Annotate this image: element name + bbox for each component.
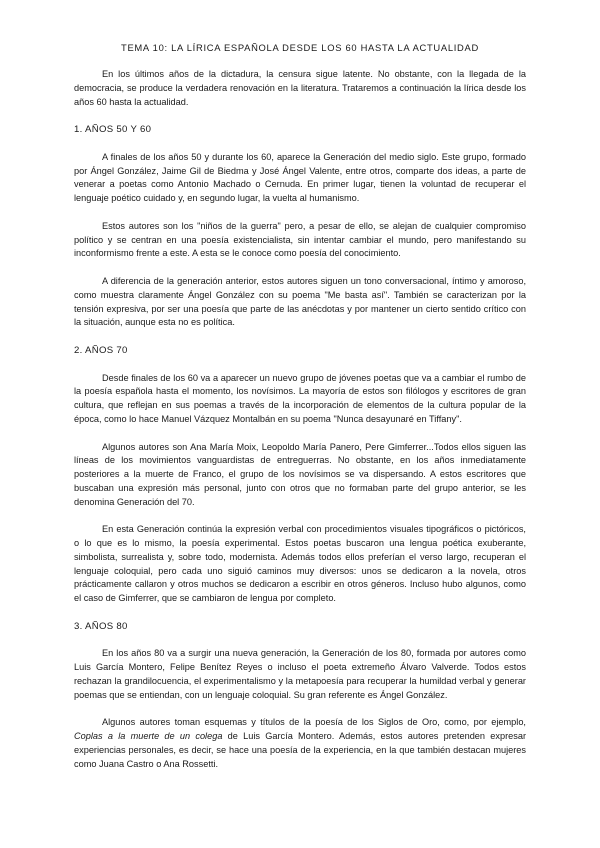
section-heading-80: 3. AÑOS 80: [74, 620, 128, 632]
document-body: [74, 68, 526, 785]
paragraph: [74, 716, 526, 771]
paragraph: Algunos autores son Ana María Moix, Leopoldo María Panero, Pere Gimferrer...Todos ellos siguen las líneas de los movimientos vanguardistas de entreguerras. No obstante, en los años inmediatamente posteriores a la muerte de Franco, el grupo de los novísimos se va dispersando. A estos escritores que buscaban una expresión más personal, junto con otros que no formaban parte del grupo anterior, se les denomina Generación del 70.: [74, 441, 526, 507]
intro-paragraph: En los últimos años de la dictadura, la censura sigue latente. No obstante, con la llegada de la democracia, se produce la verdadera renovación en la literatura. Trataremos a continuación la lírica desde los años 60 hasta la actualidad.: [74, 69, 526, 107]
page-title: TEMA 10: LA LÍRICA ESPAÑOLA DESDE LOS 60 HASTA LA ACTUALIDAD: [121, 42, 479, 53]
paragraph: A finales de los años 50 y durante los 60, aparece la Generación del medio siglo. Este grupo, formado por Ángel González, Jaime Gil de Biedma y José Ángel Valente, entre otros, comparte dos ideas, a parte de venerar a poetas como Antonio Machado o Cernuda. En primer lugar, tienen la voluntad de recuperar el lenguaje poético cuidado y, en segundo lugar, la vuelta al humanismo.: [74, 151, 526, 204]
paragraph: En los años 80 va a surgir una nueva generación, la Generación de los 80, formada por autores como Luis García Montero, Felipe Benítez Reyes o incluso el poeta extremeño Álvaro Valverde. Todos estos rechazan la grandilocuencia, el experimentalismo y la metapoesía para recuperar la humildad verbal y generar poemas que se entiendan, con un lenguaje coloquial. Su gran referente es Ángel González.: [74, 648, 526, 700]
poem-title: Coplas a la muerte de un colega: [74, 731, 223, 742]
paragraph: Desde finales de los 60 va a aparecer un nuevo grupo de jóvenes poetas que va a cambiar el rumbo de la poesía española hasta el momento, los novísimos. La mayoría de estos son filólogos y escritores de gran cultura, que reflejan en sus poemas a través de la incorporación de elementos de la cultura popular de la época, como lo hace Manuel Vázquez Montalbán en su poema "Nunca desayunaré en Tiffany".: [74, 372, 526, 424]
paragraph-text: de Luis García Montero. Además, estos autores pretenden expresar experiencias personales, es decir, se hace una poesía de la experiencia, en la que también destacan mujeres como Juana Castro o Ana Rossetti.: [74, 731, 527, 769]
paragraph-text: Algunos autores toman esquemas y títulos de la poesía de los Siglos de Oro, como, por ejemplo,: [102, 717, 526, 728]
paragraph: A diferencia de la generación anterior, estos autores siguen un tono conversacional, íntimo y amoroso, como muestra claramente Ángel González con su poema "Me basta así". También se caracterizan por la tensión expresiva, por ser una poesía que parte de las anécdotas y por mantener un cierto sentido crítico con la situación, aunque esta no es política.: [74, 275, 526, 328]
section-heading-70: 2. AÑOS 70: [74, 344, 128, 356]
paragraph: Estos autores son los "niños de la guerra" pero, a pesar de ello, se alejan de cualquier compromiso político y se centran en una poesía existencialista, sin intentar cambiar el mundo, pero manifestando su inconformismo frente a este. A esta se le conoce como poesía del conocimiento.: [74, 220, 526, 259]
paragraph: En esta Generación continúa la expresión verbal con procedimientos visuales tipográficos o pictóricos, o lo que es lo mismo, la poesía experimental. Estos poetas buscaron una lengua poética exuberante, simbolista, surrealista y, sobre todo, modernista. Además todos ellos preferían el verso largo, recuperan el lenguaje coloquial, pero cada uno siguió caminos muy diversos: unos se dedicaron a la novela, otros prácticamente callaron y otros muchos se dedicaron a escribir en otros géneros. Incluso hubo algunos, como el caso de Gimferrer, que se cambiaron de lengua por completo.: [74, 524, 526, 604]
section-heading-50-60: 1. AÑOS 50 Y 60: [74, 124, 152, 136]
